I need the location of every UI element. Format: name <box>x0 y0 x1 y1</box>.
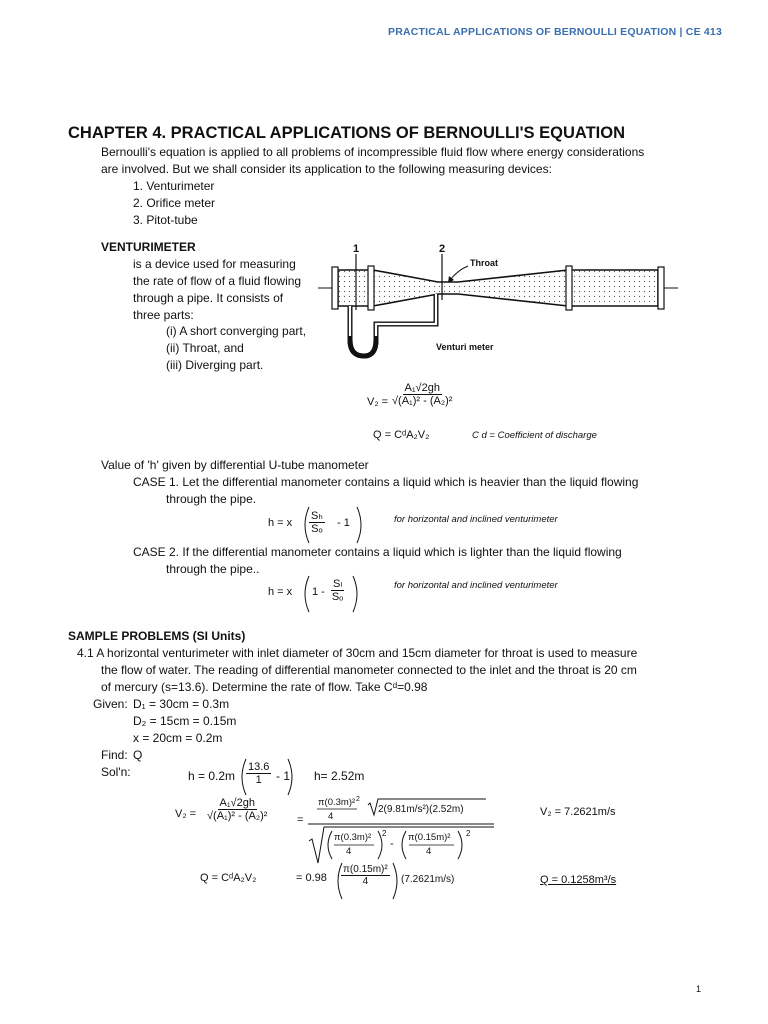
v2-top-num: π(0.3m)² <box>318 797 356 808</box>
q-formula: Q = CᵈA₂V₂ <box>373 429 430 441</box>
q-frac <box>341 864 390 887</box>
intro-line-1: Bernoulli's equation is applied to all problems of incompressible fluid flow where energy considerations <box>101 145 645 159</box>
v2-bot-b-sq: 2 <box>466 829 471 838</box>
solution-label: Sol'n: <box>101 765 131 779</box>
v2-numerator: A₁√2gh <box>404 382 440 394</box>
problem-line-a: 4.1 A horizontal venturimeter with inlet diameter of 30cm and 15cm diameter for throat is used to measure <box>77 646 638 660</box>
case2-paren-left <box>300 575 310 613</box>
section-2-label: 2 <box>439 243 446 255</box>
case2-frac <box>331 577 344 603</box>
v2-bot-minus: - <box>390 838 394 850</box>
case1-tail: - 1 <box>337 517 350 529</box>
v2-result: V₂ = 7.2621m/s <box>540 806 616 818</box>
v2-top-root: 2(9.81m/s²)(2.52m) <box>378 804 464 815</box>
manometer-intro: Value of 'h' given by differential U-tube manometer <box>101 458 369 472</box>
v2-denominator: √(A₁)² - (A₂)² <box>392 395 453 407</box>
case1-den: Sₒ <box>311 523 323 535</box>
h-paren-right <box>287 758 297 796</box>
v2-bot-a-num: π(0.3m)² <box>334 832 372 843</box>
venturi-desc-line: the rate of flow of a fluid flowing <box>133 274 302 288</box>
venturi-desc-line: is a device used for measuring <box>133 257 296 271</box>
h-num: 13.6 <box>248 761 270 773</box>
device-item: 1. Venturimeter <box>133 179 215 193</box>
v2-top-sq: 2 <box>356 796 360 803</box>
case2-num: Sₗ <box>333 578 343 590</box>
v2-formula <box>392 382 452 407</box>
find-value: Q <box>133 748 143 762</box>
sample-problems-heading: SAMPLE PROBLEMS (SI Units) <box>68 629 246 643</box>
venturi-heading: VENTURIMETER <box>101 240 196 254</box>
intro-line-2: are involved. But we shall consider its application to the following measuring devices: <box>101 162 552 176</box>
device-item: 2. Orifice meter <box>133 196 216 210</box>
running-header: PRACTICAL APPLICATIONS OF BERNOULLI EQUATION | CE 413 <box>388 26 723 38</box>
case1-paren-right <box>356 506 366 544</box>
section-1-label: 1 <box>353 243 360 255</box>
h-frac <box>246 761 271 786</box>
venturi-part: (iii) Diverging part. <box>166 358 264 372</box>
case1-line-b: through the pipe. <box>166 492 257 506</box>
find-label: Find: <box>101 748 128 762</box>
case1-lhs: h = x <box>268 517 293 529</box>
v2-calc-num: A₁√2gh <box>219 797 255 809</box>
problem-line-b: the flow of water. The reading of differential manometer connected to the inlet and the throat is 20 cm <box>101 663 637 677</box>
throat-label: Throat <box>470 258 498 268</box>
v2-top-den: 4 <box>328 811 334 822</box>
case1-note: for horizontal and inclined venturimeter <box>394 514 558 525</box>
v2-calc-eq: = <box>297 814 304 826</box>
q-result: Q = 0.1258m³/s <box>540 874 617 886</box>
venturi-desc-line: through a pipe. It consists of <box>133 291 284 305</box>
page-number: 1 <box>696 984 702 994</box>
case1-num: Sₕ <box>311 510 323 522</box>
problem-line-c: of mercury (s=13.6). Determine the rate of flow. Take Cᵈ=0.98 <box>101 680 428 694</box>
case1-frac <box>309 509 325 535</box>
v2-bot-b-num: π(0.15m)² <box>408 832 451 843</box>
case2-head: 1 - <box>312 586 325 598</box>
h-tail: - 1 <box>276 769 291 783</box>
v2-formula-lhs: V₂ = <box>367 396 389 408</box>
h-den: 1 <box>255 774 262 786</box>
q-calc-eq: = 0.98 <box>296 872 327 884</box>
case2-line-b: through the pipe.. <box>166 562 260 576</box>
device-item: 3. Pitot-tube <box>133 213 198 227</box>
q-tail: (7.2621m/s) <box>401 874 455 885</box>
venturi-part: (i) A short converging part, <box>166 324 307 338</box>
venturi-meter-diagram <box>318 240 678 365</box>
case2-lhs: h = x <box>268 586 293 598</box>
given-item: D₁ = 30cm = 0.3m <box>133 697 230 711</box>
case2-line-a: CASE 2. If the differential manometer contains a liquid which is lighter than the liquid flowing <box>133 545 622 559</box>
v2-calc-den: √(A₁)² - (A₂)² <box>207 810 268 822</box>
chapter-title: CHAPTER 4. PRACTICAL APPLICATIONS OF BERNOULLI'S EQUATION <box>68 124 625 142</box>
v2-calc-lhs: V₂ = <box>175 808 197 820</box>
h-result: h= 2.52m <box>314 769 365 783</box>
v2-bot-a-sq: 2 <box>382 829 387 838</box>
q-calc-lhs: Q = CᵈA₂V₂ <box>200 872 257 884</box>
h-calc-lhs: h = 0.2m <box>188 769 236 783</box>
v2-calc-frac <box>207 797 267 822</box>
case1-line-a: CASE 1. Let the differential manometer contains a liquid which is heavier than the liquid flowing <box>133 475 639 489</box>
given-label: Given: <box>93 697 128 711</box>
case2-paren-right <box>352 575 362 613</box>
v2-bot-a-den: 4 <box>346 846 352 857</box>
diagram-caption: Venturi meter <box>436 342 494 352</box>
q-den: 4 <box>362 876 369 887</box>
case2-den: Sₒ <box>331 591 344 603</box>
venturi-desc-line: three parts: <box>133 308 194 322</box>
v2-bot-b-den: 4 <box>426 846 432 857</box>
q-num: π(0.15m)² <box>343 864 388 875</box>
given-item: D₂ = 15cm = 0.15m <box>133 714 237 728</box>
case2-note: for horizontal and inclined venturimeter <box>394 580 558 591</box>
given-item: x = 20cm = 0.2m <box>133 731 223 745</box>
cd-note: C d = Coefficient of discharge <box>472 430 597 441</box>
venturi-part: (ii) Throat, and <box>166 341 244 355</box>
